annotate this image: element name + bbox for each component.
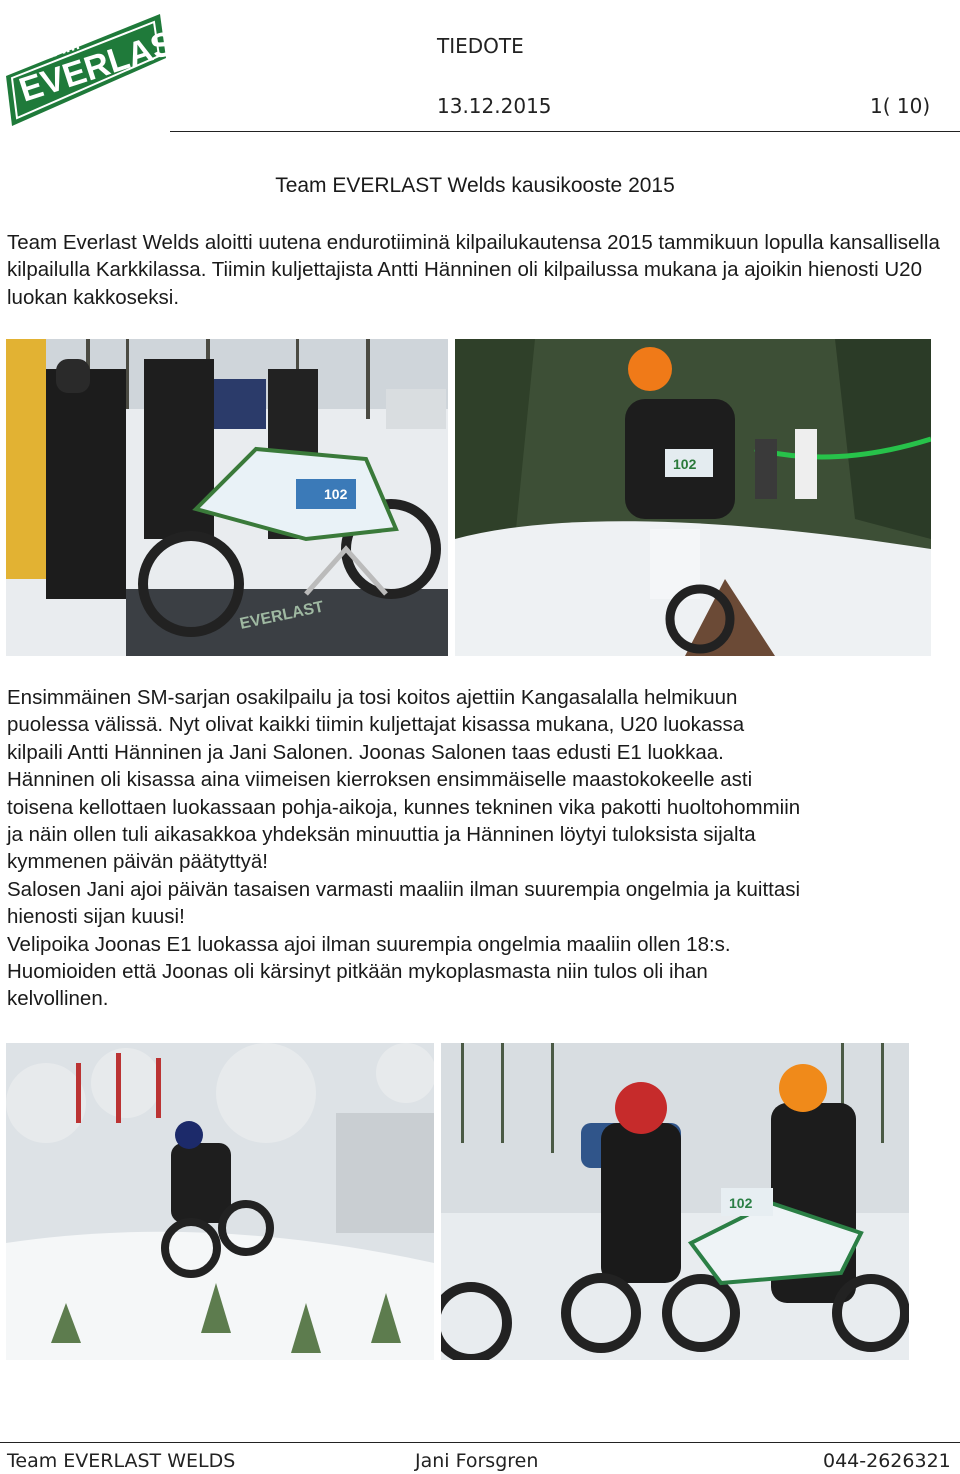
footer-team: Team EVERLAST WELDS: [7, 1450, 236, 1472]
svg-text:EVERLAST: EVERLAST: [14, 17, 168, 110]
photo-rider-forest: [455, 339, 931, 656]
page-title: Team EVERLAST Welds kausikooste 2015: [275, 174, 675, 197]
team-everlast-welds-logo: [2, 6, 168, 134]
race-report-paragraph: Ensimmäinen SM-sarjan osakilpailu ja tosi koitos ajettiin Kangasalalla helmikuun puolessa välissä. Nyt olivat kaikki tiimin kuljettajat kisassa mukana, U20 luokassa kilpaili Antti Hänninen ja Jani Salonen. Joonas Salonen taas edusti E1 luokkaa. Hänninen oli kisassa aina viimeisen kierroksen ensimmäiselle maastokokeelle asti toisena kellottaen luokassaan pohja-aikoja, kunnes tekninen vika pakotti huoltohommiin ja näin ollen tuli aikasakkoa yhdeksän minuuttia ja Hänninen löytyi tuloksista sijalta kymmenen päivän päätyttyä! Salosen Jani ajoi päivän tasaisen varmasti maaliin ilman suurempia ongelmia ja kuittasi hienosti sijan kuusi! Velipoika Joonas E1 luokassa ajoi ilman suurempia ongelmia maaliin ollen 18:s. Huomioiden että Joonas oli kärsinyt pitkään mykoplasmasta niin tulos oli ihan kelvollinen.: [7, 686, 801, 1011]
svg-text:102: 102: [324, 486, 348, 502]
document-type: TIEDOTE: [437, 34, 524, 58]
svg-text:102: 102: [729, 1195, 753, 1211]
footer-contact: Jani Forsgren: [415, 1450, 539, 1472]
document-date: 13.12.2015: [437, 94, 552, 118]
photo-riders-with-bikes: [441, 1043, 909, 1360]
footer-phone: 044-2626321: [823, 1450, 951, 1472]
intro-paragraph: Team Everlast Welds aloitti uutena endurotiiminä kilpailukautensa 2015 tammikuun lopulla kansallisella kilpailulla Karkkilassa. Tiimin kuljettajista Antti Hänninen oli kilpailussa mukana ja ajoikin hienosti U20 luokan kakkoseksi.: [7, 231, 940, 309]
header-divider: [170, 131, 960, 132]
svg-text:102: 102: [673, 456, 697, 472]
photo-rider-snow-trail: [6, 1043, 434, 1360]
svg-text:TEAM: TEAM: [27, 33, 82, 68]
svg-text:EVERLAST: EVERLAST: [238, 598, 326, 633]
footer-divider: [0, 1442, 960, 1443]
page-number: 1( 10): [870, 94, 931, 118]
svg-text:WELDS: WELDS: [90, 80, 140, 109]
photo-paddock-bike: [6, 339, 448, 656]
